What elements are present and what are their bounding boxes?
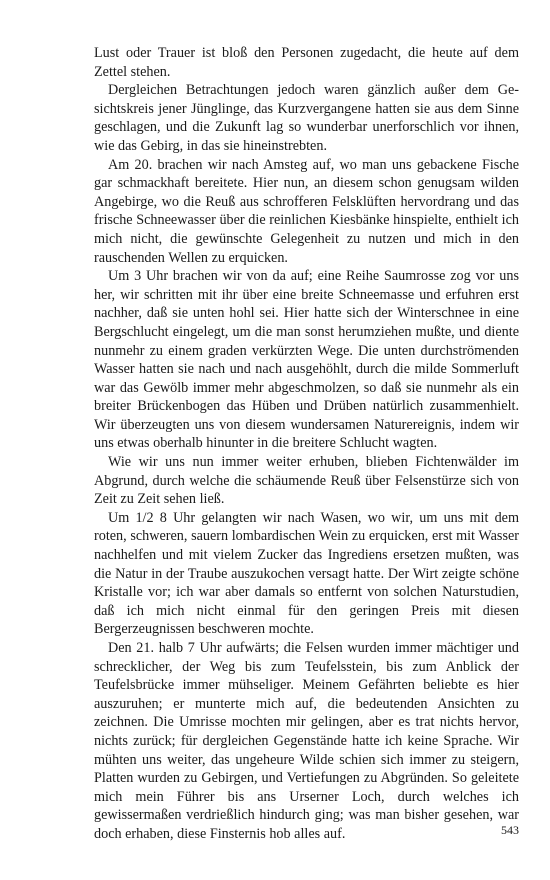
paragraph: Um 3 Uhr brachen wir von da auf; eine Reihe Saumrosse zog vor uns her, wir schritten mit ihr über eine breite Schneemasse und erfuhren erst nachher, daß sie unten hohl sei. Hier hatte sich der Winterschnee in eine Bergschlucht eingelegt, um die man sonst herumziehen mußte, und diente nunmehr zu einem graden verkürzten Wege. Die unten durchströmenden Wasser hatten sie nach und nach ausgehöhlt, durch die milde Sommerluft war das Gewölb immer mehr abgeschmolzen, so daß sie nunmehr als ein breiter Brückenbogen das Hüben und Drüben natürlich zusammenhielt. Wir überzeugten uns von diesem wundersamen Naturereignis, indem wir uns etwas oberhalb hinunter in die breitere Schlucht wagten. — [94, 268, 519, 452]
paragraph: Den 21. halb 7 Uhr aufwärts; die Felsen wurden immer mächtiger und schrecklicher, der Weg bis zum Teufelsstein, bis zum Anblick der Teufelsbrücke immer mühseliger. Meinem Gefährten beliebte es hier auszuruhen; er munterte mich auf, die bedeutenden Ansichten zu zeichnen. Die Umrisse mochten mir gelingen, aber es trat nichts hervor, nichts zurück; für dergleichen Gegenstände hatte ich keine Sprache. Wir mühten uns weiter, das ungeheure Wilde schien sich immer zu steigern, Platten wurden zu Gebirgen, und Vertiefungen zu Abgründen. So geleitete mich mein Führer bis ans Urserner Loch, durch welches ich gewissermaßen verdrießlich hindurch ging; was man bisher gesehen, war doch erhaben, diese Finsternis hob alles auf. — [94, 640, 519, 842]
body-text — [94, 44, 519, 844]
paragraph: Dergleichen Betrachtungen jedoch waren gänzlich außer dem Gesichtskreis jener Jünglinge, das Kurzvergangene hatten sie aus dem Sinne geschlagen, und die Zukunft lag so wunderbar unerforschlich vor ihnen, wie das Gebirg, in das sie hineinstrebten. — [94, 82, 519, 154]
paragraph: Lust oder Trauer ist bloß den Personen zugedacht, die heute auf dem Zettel stehen. — [94, 45, 519, 80]
paragraph: Am 20. brachen wir nach Amsteg auf, wo man uns gebackene Fische gar schmackhaft bereitete. Hier nun, an diesem schon genugsam wilden Angebirge, wo die Reuß aus schrofferen Felsklüften hervordrang und das frische Schneewasser über die reinlichen Kiesbänke hinspielte, enthielt ich mich nicht, die gewünschte Gelegenheit zu nutzen und mich in den rauschenden Wellen zu erquicken. — [94, 156, 519, 266]
paragraph: Wie wir uns nun immer weiter erhuben, blieben Fichtenwälder im Abgrund, durch welche die schäumende Reuß über Felsenstürze sich von Zeit zu Zeit sehen ließ. — [94, 454, 519, 508]
paragraph: Um 1/2 8 Uhr gelangten wir nach Wasen, wo wir, um uns mit dem roten, schweren, sauern lombardischen Wein zu erquicken, erst mit Wasser nachhelfen und mit vielem Zucker das Ingrediens ersetzen mußten, was die Natur in der Traube auszukochen versagt hatte. Der Wirt zeigte schöne Kristalle vor; ich war aber damals so entfernt von solchen Naturstudien, daß ich mich nicht einmal für den geringen Preis mit diesen Bergerzeugnissen beschweren mochte. — [94, 509, 519, 638]
page-number: 543 — [501, 823, 519, 837]
